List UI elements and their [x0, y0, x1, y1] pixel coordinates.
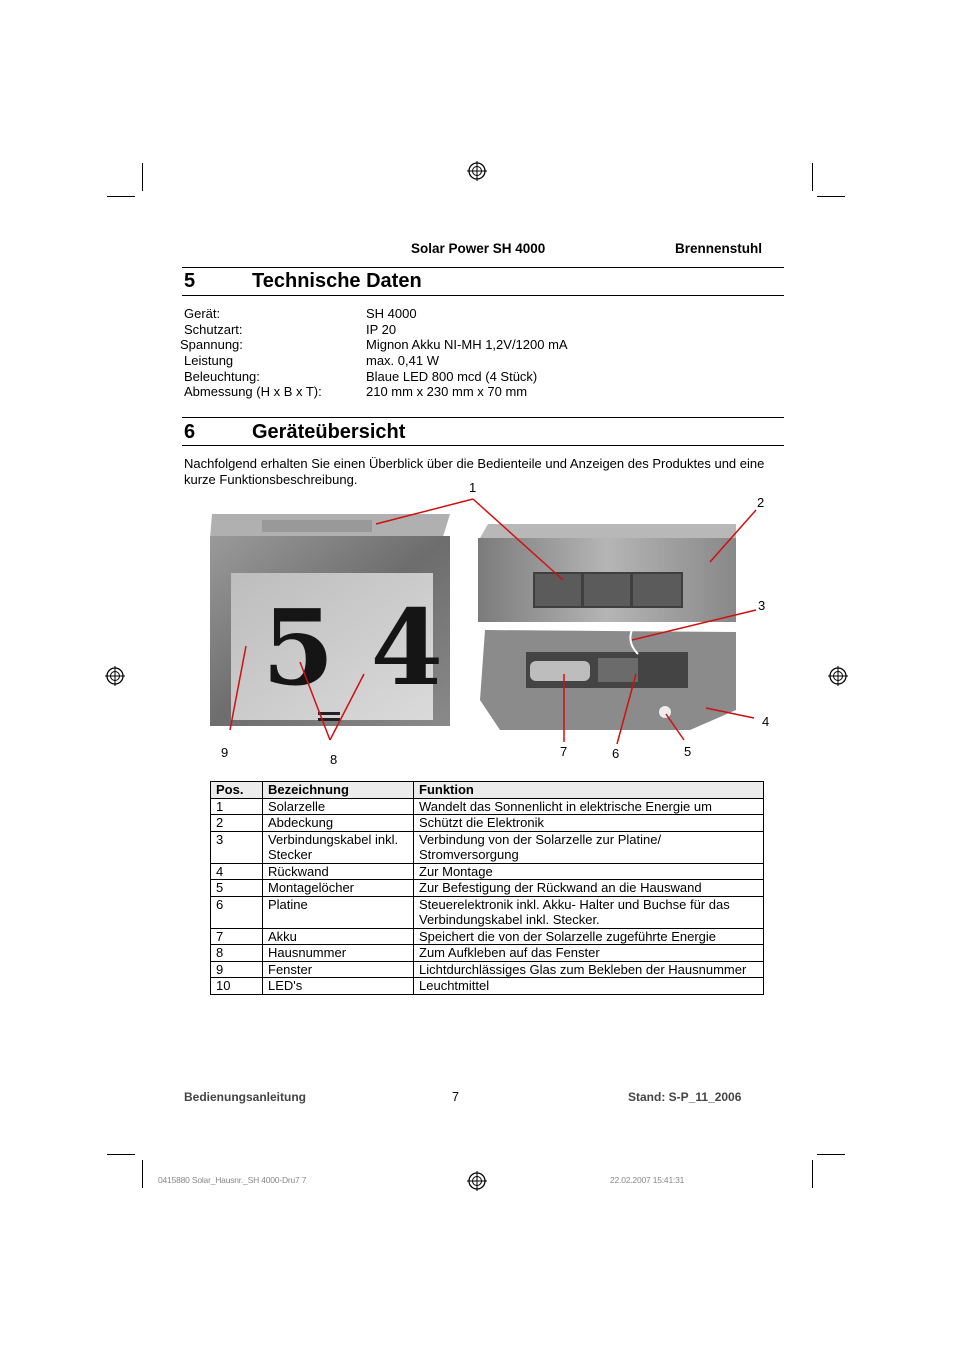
table-cell: Hausnummer — [263, 945, 414, 962]
section-5-heading — [184, 270, 422, 293]
table-cell: 4 — [211, 863, 263, 880]
spec-value: SH 4000 — [366, 306, 417, 321]
callout-4: 4 — [762, 714, 770, 729]
table-cell: Abdeckung — [263, 815, 414, 832]
table-cell: Platine — [263, 896, 414, 928]
section-title: Geräteübersicht — [252, 421, 406, 443]
table-row — [211, 863, 764, 880]
table-row — [211, 798, 764, 815]
table-cell: Zur Befestigung der Rückwand an die Hauswand — [414, 880, 764, 897]
table-row — [211, 961, 764, 978]
table-row — [211, 831, 764, 863]
table-cell: Verbindungskabel inkl. Stecker — [263, 831, 414, 863]
crop-mark — [812, 1160, 813, 1188]
table-cell: 9 — [211, 961, 263, 978]
table-cell: 7 — [211, 928, 263, 945]
callout-5: 5 — [684, 744, 692, 759]
table-row — [211, 928, 764, 945]
table-cell: Zum Aufkleben auf das Fenster — [414, 945, 764, 962]
spec-label: Leistung — [184, 353, 234, 368]
header-product: Solar Power SH 4000 — [411, 241, 546, 256]
spec-label: Abmessung (H x B x T): — [184, 384, 322, 399]
table-cell: Steuerelektronik inkl. Akku- Halter und Buchse für das Verbindungskabel inkl. Stecker. — [414, 896, 764, 928]
table-cell: 5 — [211, 880, 263, 897]
table-cell: 6 — [211, 896, 263, 928]
section-6-heading — [184, 421, 405, 444]
footer-right: Stand: S-P_11_2006 — [628, 1090, 742, 1104]
callout-9: 9 — [221, 745, 229, 760]
spec-value: Mignon Akku NI-MH 1,2V/1200 mA — [366, 337, 568, 352]
table-row — [211, 815, 764, 832]
table-cell: Solarzelle — [263, 798, 414, 815]
table-cell: 1 — [211, 798, 263, 815]
divider — [182, 295, 784, 296]
crop-mark — [812, 163, 813, 191]
section-title: Technische Daten — [252, 270, 422, 292]
column-header: Bezeichnung — [263, 782, 414, 799]
intro-paragraph: Nachfolgend erhalten Sie einen Überblick über die Bedienteile und Anzeigen des Produktes und eine kurze Funktionsbeschreibung. — [184, 456, 765, 487]
column-header: Funktion — [414, 782, 764, 799]
crop-mark — [107, 196, 135, 197]
table-cell: Montagelöcher — [263, 880, 414, 897]
crop-mark — [817, 196, 845, 197]
crop-mark — [142, 1160, 143, 1188]
table-cell: Zur Montage — [414, 863, 764, 880]
registration-mark-icon — [105, 666, 125, 686]
product-figure — [180, 478, 780, 774]
table-cell: Akku — [263, 928, 414, 945]
table-row — [211, 896, 764, 928]
table-cell: Speichert die von der Solarzelle zugeführte Energie — [414, 928, 764, 945]
divider — [182, 267, 784, 268]
table-cell: Schützt die Elektronik — [414, 815, 764, 832]
table-row — [211, 945, 764, 962]
divider — [182, 417, 784, 418]
spec-label: Spannung: — [180, 337, 243, 352]
table-cell: 3 — [211, 831, 263, 863]
parts-table — [210, 781, 764, 995]
spec-value: Blaue LED 800 mcd (4 Stück) — [366, 369, 538, 384]
spec-label: Beleuchtung: — [184, 369, 260, 384]
device-front-view — [210, 514, 450, 726]
table-cell: Verbindung von der Solarzelle zur Platine/ Stromversorgung — [414, 831, 764, 863]
callout-7: 7 — [560, 744, 568, 759]
table-cell: 8 — [211, 945, 263, 962]
table-cell: Fenster — [263, 961, 414, 978]
table-cell: Rückwand — [263, 863, 414, 880]
footer-left: Bedienungsanleitung — [184, 1090, 307, 1104]
table-row — [211, 880, 764, 897]
crop-mark — [142, 163, 143, 191]
callout-1: 1 — [469, 480, 477, 495]
section-number: 6 — [184, 421, 196, 443]
column-header: Pos. — [211, 782, 263, 799]
spec-label: Gerät: — [184, 306, 221, 321]
house-number: 5 4 — [262, 586, 443, 709]
table-header-row — [211, 782, 764, 799]
table-row — [211, 978, 764, 995]
crop-mark — [817, 1154, 845, 1155]
section-number: 5 — [184, 270, 196, 292]
spec-value: max. 0,41 W — [366, 353, 439, 368]
crop-mark — [107, 1154, 135, 1155]
registration-mark-icon — [828, 666, 848, 686]
callout-8: 8 — [330, 752, 338, 767]
spec-value: 210 mm x 230 mm x 70 mm — [366, 384, 528, 399]
table-cell: Leuchtmittel — [414, 978, 764, 995]
print-date-info: 22.02.2007 15:41:31 — [610, 1175, 685, 1185]
spec-label: Schutzart: — [184, 322, 243, 337]
registration-mark-icon — [467, 161, 487, 181]
callout-2: 2 — [757, 495, 765, 510]
device-open-view — [478, 524, 736, 730]
divider — [182, 445, 784, 446]
table-cell: 2 — [211, 815, 263, 832]
table-cell: Wandelt das Sonnenlicht in elektrische Energie um — [414, 798, 764, 815]
spec-value: IP 20 — [366, 322, 397, 337]
page-number: 7 — [452, 1090, 459, 1104]
table-cell: LED's — [263, 978, 414, 995]
registration-mark-icon — [467, 1171, 487, 1191]
table-cell: 10 — [211, 978, 263, 995]
callout-3: 3 — [758, 598, 766, 613]
callout-6: 6 — [612, 746, 620, 761]
table-cell: Lichtdurchlässiges Glas zum Bekleben der Hausnummer — [414, 961, 764, 978]
print-file-info: 0415880 Solar_Hausnr._SH 4000-Dru7 7 — [158, 1175, 307, 1185]
header-brand: Brennenstuhl — [675, 241, 763, 256]
